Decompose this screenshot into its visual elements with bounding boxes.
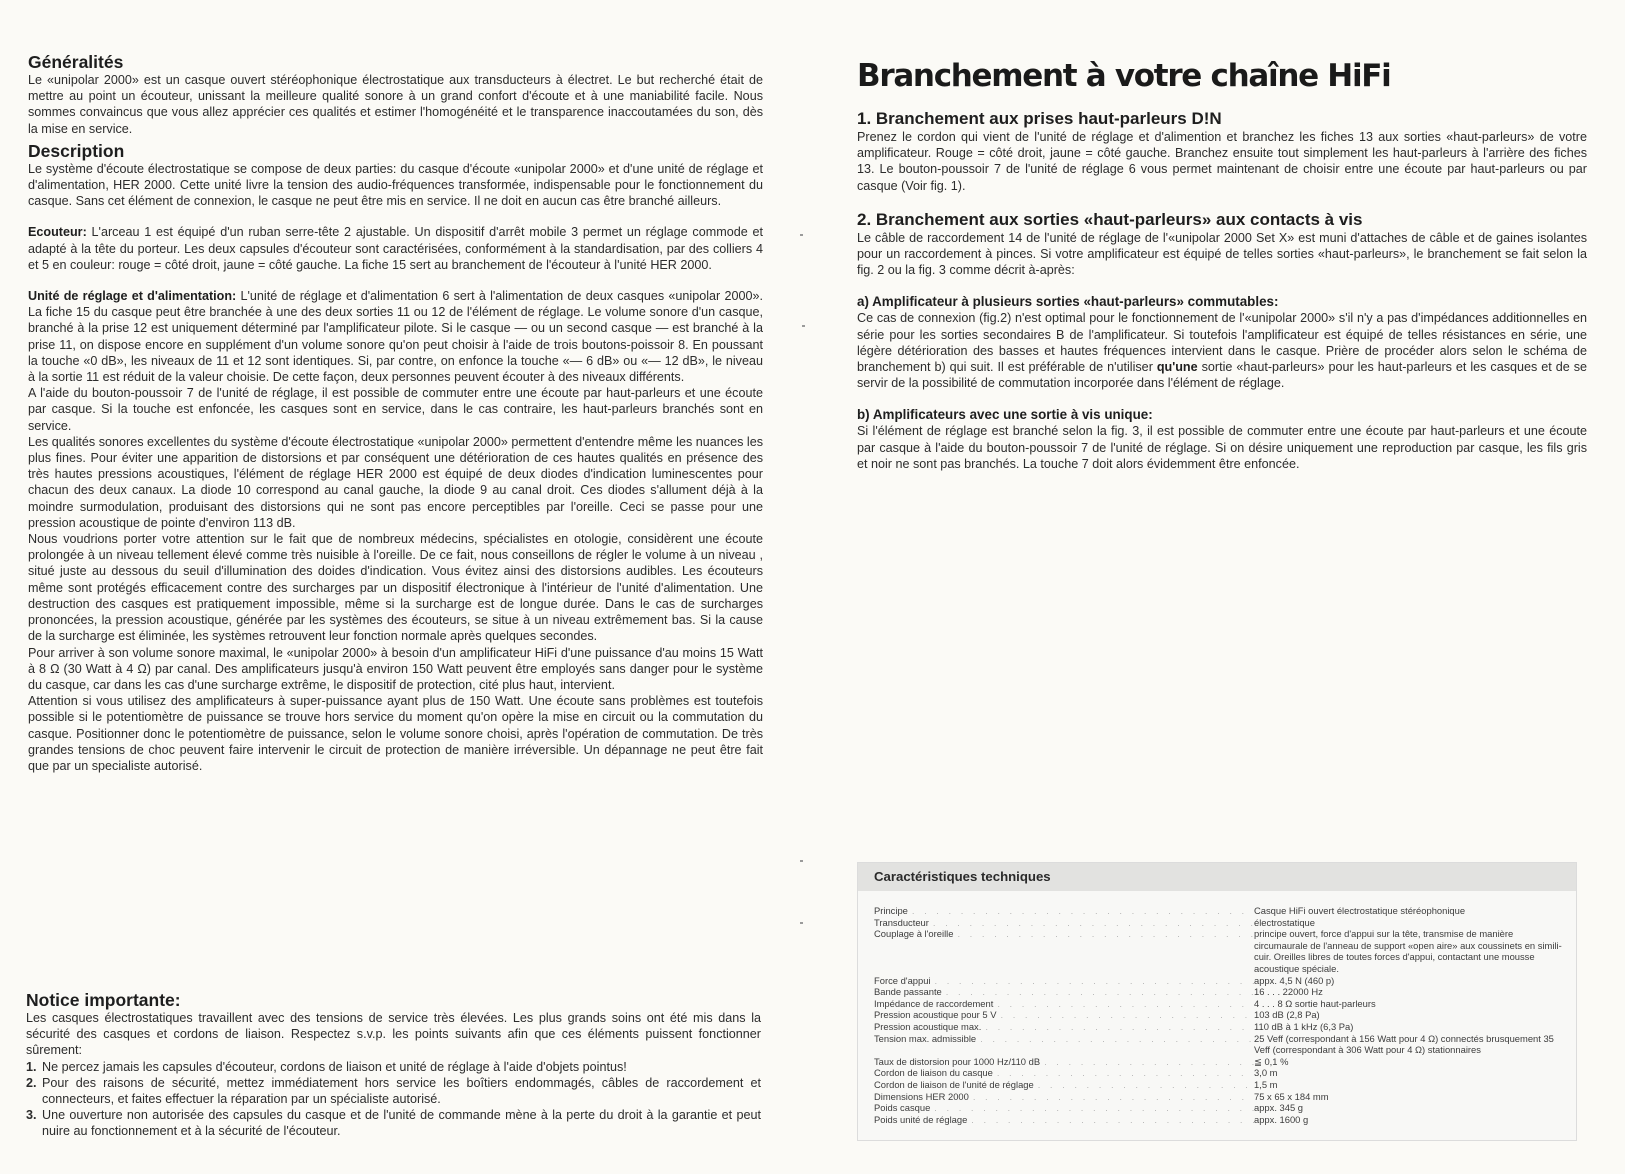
notice-text: Les casques électrostatiques travaillent avec des tensions de service très élevées. Les plus grands soins ont été mis dans la sécurité des casques et cordons de liaison. Respectez s.v.p. les points suivants afin que ces éléments puissent fonctionner sûrement: [26, 1011, 761, 1058]
spec-value: 75 x 65 x 184 mm [1254, 1090, 1329, 1102]
spec-label: Transducteur . . . [874, 917, 1254, 929]
ecouteur-text: L'arceau 1 est équipé d'un ruban serre-tête 2 ajustable. Un dispositif d'arrêt mobile 3 permet un réglage commode et adapté à la tête du porteur. Les deux capsules d'écouteur sont caractérisées, conformément à la standardisation, par des colliers 4 et 5 en couleur: rouge = côté droit, jaune = côté gauche. La fiche 15 sert au branchement de l'écouteur à l'unité HER 2000. [28, 225, 763, 272]
specs-table [874, 905, 1564, 1125]
unite-paragraph-3: Les qualités sonores excellentes du système d'écoute électrostatique «unipolar 2000» permettent d'entendre même les nuances les plus fines. Pour éviter une apparition de distorsions et par conséquent une détérioration de ces hautes qualités en présence des très hautes pressions acoustiques, l'élément de réglage HER 2000 est équipé de deux diodes d'indication luminescentes pour chacun des deux canaux. La diode 10 correspond au canal gauche, la diode 9 au canal droit. Ces diodes s'allument déjà à la moindre surmodulation, produisant des distorsions qui ne sont pas encore perceptibles par l'oreille. Ceci se passe pour une pression acoustique de pointe d'environ 113 dB. [28, 434, 763, 530]
unite-text: L'unité de réglage et d'alimentation 6 sert à l'alimentation de deux casques «unipolar 2000». La fiche 15 du casque peut être branchée à une des deux sorties 11 ou 12 de l'élément de réglage. Le volume sonore d'un casque, branché à la prise 12 est uniquement déterminé par l'amplificateur pilote. Si le casque — ou un second casque — est branché à la prise 11, on dispose encore en supplément d'un volume sonore qu'on peut choisir à l'aide de trois boutons-poissoir 8. En poussant la touche «0 dB», les niveaux de 11 et 12 sont identiques. Si, par contre, on enfonce la touche «— 6 dB» ou «— 12 dB», le niveau à la sortie 11 est réduit de la valeur choisie. De cette façon, deux personnes peuvent écouter à des niveaux différents. [28, 289, 763, 385]
spec-row [874, 1033, 1564, 1056]
generalites-text: Le «unipolar 2000» est un casque ouvert stéréophonique électrostatique aux transducteurs à électret. Le but recherché était de mettre au point un écouteur, unissant la meilleure qualité sonore à un grand confort d'écoute et à une maniabilité facile. Nous sommes convaincus que vous allez apprécier ces qualités et estimer l'homogénéité et le transparence inaccoutamées du son, dès la mise en service. [28, 73, 763, 136]
subsection-b-heading: b) Amplificateurs avec une sortie à vis unique: [857, 407, 1153, 423]
spec-label: Bande passante . . . [874, 986, 1254, 998]
notice-item-number: 3. [26, 1108, 37, 1123]
subsection-a-text-2: sortie «haut-parleurs» pour les haut-parleurs et les casques et de se servir de la possibilité de commutation incorporée dans l'élément de réglage. [857, 360, 1587, 391]
spec-row [874, 1067, 1564, 1079]
subsection-a-text-1: Ce cas de connexion (fig.2) n'est optimal pour le fonctionnement de l'«unipolar 2000» s'il n'y a pas d'impédances additionnelles en série pour les sorties secondaires B de l'amplificateur. Si toutefois l'amplificateur est équipé de telles résistances en série, une légère détérioration des basses et hautes fréquences intervient dans le casque. Prière de procéder alors selon le schéma de branchement b) qui suit. Il est préférable de n'utiliser [857, 311, 1587, 375]
subsection-a-heading: a) Amplificateur à plusieurs sorties «haut-parleurs» commutables: [857, 294, 1279, 310]
subsection-b-text: Si l'élément de réglage est branché selon la fig. 3, il est possible de commuter entre une écoute par haut-parleurs et une écoute par casque à l'aide du bouton-poussoir 7 de l'unité de réglage. Si on désire uniquement une reproduction par casque, les fils gris et noir ne sont pas branchés. La touche 7 doit alors évidemment être enfoncée. [857, 424, 1587, 471]
spec-row [874, 986, 1564, 998]
spec-value: 103 dB (2,8 Pa) [1254, 1009, 1320, 1021]
spec-row [874, 1009, 1564, 1021]
left-column [28, 52, 763, 774]
spec-label: Force d'appui . . . [874, 975, 1254, 987]
spec-row [874, 975, 1564, 987]
spec-row [874, 1114, 1564, 1126]
right-column [857, 58, 1587, 472]
subsection-a-emphasis: qu'une [1156, 360, 1198, 375]
notice-item [26, 1059, 761, 1075]
spec-label: Cordon de liaison de l'unité de réglage . . . [874, 1079, 1254, 1091]
generalites-heading: Généralités [28, 52, 124, 72]
spec-row [874, 917, 1564, 929]
unite-label: Unité de réglage et d'alimentation: [28, 289, 237, 304]
specs-box [857, 862, 1577, 1141]
spec-row [874, 928, 1564, 974]
ecouteur-label: Ecouteur: [28, 225, 87, 240]
section-2-heading: 2. Branchement aux sorties «haut-parleurs» aux contacts à vis [857, 209, 1363, 229]
spec-label: Poids casque . . . [874, 1102, 1254, 1114]
scan-speck [800, 234, 803, 236]
notice-item-text: Ne percez jamais les capsules d'écouteur, cordons de liaison et unité de réglage à l'aide d'objets pointus! [42, 1059, 627, 1074]
spec-value: 16 . . . 22000 Hz [1254, 986, 1323, 998]
spec-label: Dimensions HER 2000 . . . [874, 1091, 1254, 1103]
spec-row [874, 1021, 1564, 1033]
spec-label: Pression acoustique max. . . . [874, 1021, 1254, 1033]
spec-value: 25 Veff (correspondant à 156 Watt pour 4 Ω) connectés brusquement 35 Veff (correspondant à 306 Watt pour 4 Ω) stationnaires [1254, 1032, 1554, 1056]
section-1-heading: 1. Branchement aux prises haut-parleurs D!N [857, 109, 1222, 128]
spec-value: électrostatique [1254, 916, 1315, 928]
specs-heading: Caractéristiques techniques [858, 863, 1576, 891]
notice-item-text: Pour des raisons de sécurité, mettez immédiatement hors service les boîtiers endommagés, câbles de raccordement et connecteurs, et faites effectuer la réparation par un spécialiste autorisé. [42, 1075, 761, 1107]
unite-paragraph-6: Attention si vous utilisez des amplificateurs à super-puissance ayant plus de 150 Watt. Une écoute sans problèmes est toutefois possible si le potentiomètre de puissance se trouve hors service du moment qu'on opère la mise en circuit ou la commutation du casque. Positionner donc le potentiomètre de puissance, selon le volume sonore choisi, après l'opération de commutation. De très grandes tensions de choc peuvent faire intervenir le circuit de protection de manière irréversible. Un dépannage ne peut être fait que par un specialiste autorisé. [28, 694, 763, 773]
spec-value: 4 . . . 8 Ω sortie haut-parleurs [1254, 997, 1376, 1009]
scan-speck [800, 860, 803, 862]
scan-speck [800, 922, 803, 924]
spec-label: Tension max. admissible . . . [874, 1033, 1254, 1056]
spec-row [874, 998, 1564, 1010]
scan-speck [802, 325, 805, 327]
notice-item [26, 1107, 761, 1139]
page-title: Branchement à votre chaîne HiFi [857, 58, 1391, 94]
unite-paragraph-4: Nous voudrions porter votre attention sur le fait que de nombreux médecins, spécialistes en otologie, considèrent une écoute prolongée à un niveau tellement élevé comme très nuisible à l'oreille. De ce fait, nous conseillons de régler le volume à un niveau , situé juste au dessous du seuil d'illumination des doides d'indication. Vous évitez ainsi des distorsions audibles. Les écouteurs même sont protégés efficacement contre des surcharges par un dispositif électronique à l'intérieur de l'unité d'alimentation. Une destruction des casques est pratiquement impossible, même si la surcharge est de longue durée. Dans le cas de surcharges prononcées, la pression acoustique, générée par les systèmes des écouteurs, se situe à un niveau extrêmement bas. Si la cause de la surcharge est éliminée, les systèmes retrouvent leur fonction normale après quelques secondes. [28, 532, 763, 644]
spec-label: Couplage à l'oreille . . . [874, 928, 1254, 974]
spec-row [874, 1056, 1564, 1068]
spec-label: Principe . . . [874, 905, 1254, 917]
spec-value: appx. 345 g [1254, 1102, 1303, 1114]
spec-label: Poids unité de réglage . . . [874, 1114, 1254, 1126]
unite-paragraph-5: Pour arriver à son volume sonore maximal, le «unipolar 2000» à besoin d'un amplificateur HiFi d'une puissance d'au moins 15 Watt à 8 Ω (30 Watt à 4 Ω) par canal. Des amplificateurs jusqu'à environ 150 Watt peuvent être employés sans danger pour le système du casque, car dans les cas d'une surcharge extrême, le dispositif de protection, cité plus haut, intervient. [28, 645, 763, 692]
spec-value: Casque HiFi ouvert électrostatique stéréophonique [1254, 905, 1466, 916]
notice-section [26, 990, 761, 1140]
spec-value: 110 dB à 1 kHz (6,3 Pa) [1254, 1020, 1354, 1032]
spec-row [874, 905, 1564, 917]
spec-value: ≦ 0,1 % [1254, 1055, 1289, 1067]
notice-heading: Notice importante: [26, 990, 181, 1010]
spec-label: Impédance de raccordement . . . [874, 998, 1254, 1010]
description-heading: Description [28, 140, 125, 161]
unite-paragraph [28, 288, 763, 385]
notice-item-number: 1. [26, 1059, 37, 1074]
ecouteur-paragraph [28, 224, 763, 273]
spec-row [874, 1079, 1564, 1091]
notice-list [26, 1059, 761, 1140]
spec-label: Taux de distorsion pour 1000 Hz/110 dB . . . [874, 1056, 1254, 1068]
spec-row [874, 1102, 1564, 1114]
spec-label: Cordon de liaison du casque . . . [874, 1067, 1254, 1079]
spec-value: 1,5 m [1254, 1078, 1278, 1090]
subsection-a-text [857, 310, 1587, 391]
notice-item-text: Une ouverture non autorisée des capsules du casque et de l'unité de commande mène à la perte du droit à la garantie et peut nuire au fonctionnement et à la sécurité de l'écouteur. [42, 1108, 761, 1139]
description-text: Le système d'écoute électrostatique se compose de deux parties: du casque d'écoute «unipolar 2000» et d'une unité de réglage et d'alimentation, HER 2000. Cette unité livre la tension des audio-fréquences transformée, indispensable pour le fonctionnement du casque. Sans cet élément de connexion, le casque ne peut être mis en service. Il ne doit en aucun cas être branché ailleurs. [28, 161, 763, 209]
unite-paragraph-2: A l'aide du bouton-poussoir 7 de l'unité de réglage, il est possible de commuter entre une écoute par haut-parleurs et une écoute par casque. Si la touche est enfoncée, les casques sont en service, dans le cas contraire, les haut-parleurs branchés sont en service. [28, 386, 763, 433]
section-2-text: Le câble de raccordement 14 de l'unité de réglage de l'«unipolar 2000 Set X» est muni d'attaches de câble et de gaines isolantes pour un raccordement à pinces. Si votre amplificateur est équipé de telles sorties «haut-parleurs», le branchement se fait selon la fig. 2 ou la fig. 3 comme décrit à-après: [857, 230, 1587, 278]
notice-item [26, 1075, 761, 1107]
spec-value: principe ouvert, force d'appui sur la tête, transmise de manière circumaurale de l'anneau de support «open aire» aux coussinets en simili-cuir. Oreilles libres de toutes forces d'appui, contactant une mousse acoustique spéciale. [1254, 928, 1562, 974]
spec-label: Pression acoustique pour 5 V . . . [874, 1009, 1254, 1021]
notice-item-number: 2. [26, 1075, 37, 1090]
spec-row [874, 1091, 1564, 1103]
spec-value: appx. 4,5 N (460 p) [1254, 974, 1335, 986]
spec-value: appx. 1600 g [1254, 1113, 1309, 1125]
spec-value: 3,0 m [1254, 1067, 1278, 1079]
section-1-text: Prenez le cordon qui vient de l'unité de réglage et d'alimention et branchez les fiches 13 aux sorties «haut-parleurs» de votre amplificateur. Rouge = côté droit, jaune = côté gauche. Branchez ensuite tout simplement les haut-parleurs à l'arrière des fiches 13. Le bouton-poussoir 7 de l'unité de réglage 6 vous permet maintenant de choisir entre une écoute par haut-parleurs ou par casque (Voir fig. 1). [857, 130, 1587, 193]
